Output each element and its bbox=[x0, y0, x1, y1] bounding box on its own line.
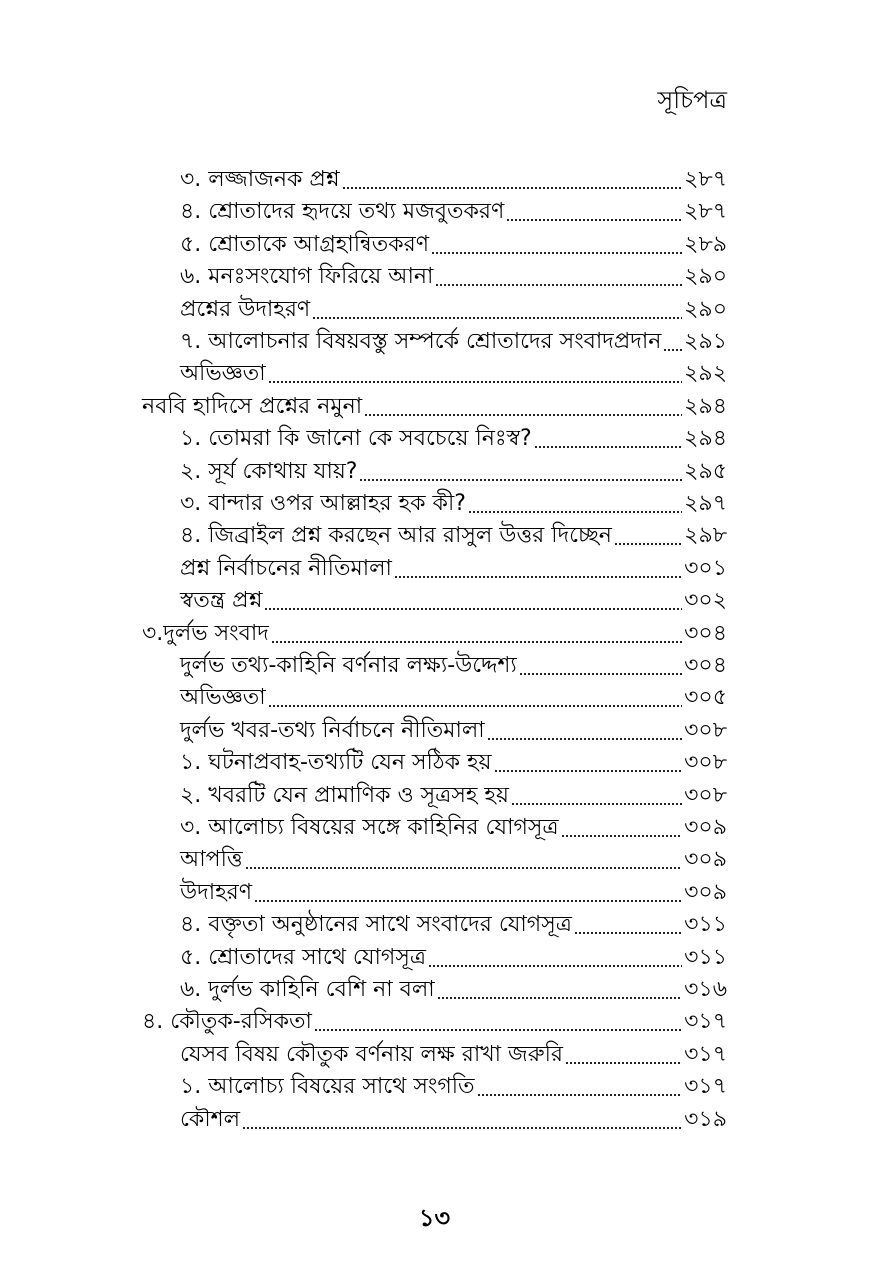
toc-dot-leader bbox=[394, 576, 682, 578]
toc-dot-leader bbox=[359, 479, 682, 481]
toc-entry bbox=[180, 325, 727, 357]
toc-entry-title: ৪. বক্তৃতা অনুষ্ঠানের সাথে সংবাদের যোগসূত্র bbox=[180, 912, 572, 937]
toc-entry-title: ১. তোমরা কি জানো কে সবচেয়ে নিঃস্ব? bbox=[180, 426, 532, 451]
toc-dot-leader bbox=[663, 349, 682, 351]
toc-entry-page: ৩০৮ bbox=[684, 750, 727, 775]
toc-entry-title: ৭. আলোচনার বিষয়বস্তু সম্পর্কে শ্রোতাদের সংবাদপ্রদান bbox=[180, 329, 662, 354]
toc-entry bbox=[180, 779, 727, 811]
toc-entry-title: ৩.দুর্লভ সংবাদ bbox=[142, 621, 269, 646]
toc-entry-title: প্রশ্নের উদাহরণ bbox=[180, 297, 311, 322]
toc-entry bbox=[180, 973, 727, 1005]
toc-dot-leader bbox=[477, 1094, 683, 1096]
toc-entry-title: দুর্লভ তথ্য-কাহিনি বর্ণনার লক্ষ্য-উদ্দেশ্য bbox=[180, 653, 517, 678]
toc-dot-leader bbox=[534, 446, 682, 448]
toc-entry bbox=[180, 746, 727, 778]
toc-dot-leader bbox=[254, 900, 682, 902]
toc-entry bbox=[180, 714, 727, 746]
toc-entry-page: ৩০৯ bbox=[684, 847, 727, 872]
toc-entry-page: ২৮৯ bbox=[684, 232, 727, 257]
toc-entry-title: অভিজ্ঞতা bbox=[180, 685, 266, 710]
toc-entry-page: ২৯৮ bbox=[684, 523, 727, 548]
toc-entry-title: ২. সূর্য কোথায় যায়? bbox=[180, 459, 358, 484]
toc-dot-leader bbox=[511, 803, 682, 805]
toc-entry bbox=[180, 519, 727, 551]
toc-dot-leader bbox=[245, 867, 682, 869]
toc-dot-leader bbox=[565, 1062, 682, 1064]
toc-entry-title: অভিজ্ঞতা bbox=[180, 361, 266, 386]
toc-entry-title: ৪. শ্রোতাদের হৃদয়ে তথ্য মজবুতকরণ bbox=[180, 199, 505, 224]
toc-dot-leader bbox=[364, 414, 682, 416]
toc-entry-title: দুর্লভ খবর-তথ্য নির্বাচনে নীতিমালা bbox=[180, 718, 485, 743]
toc-entry-title: ৩. বান্দার ওপর আল্লাহর হক কী? bbox=[180, 491, 466, 516]
toc-entry-page: ২৯৪ bbox=[684, 394, 727, 419]
toc-entry-page: ৩০৮ bbox=[684, 783, 727, 808]
toc-entry-page: ৩০৯ bbox=[684, 880, 727, 905]
toc-entry-page: ৩১৯ bbox=[684, 1107, 727, 1132]
toc-entry-page: ৩১৭ bbox=[684, 1042, 727, 1067]
toc-entry-page: ২৯১ bbox=[684, 329, 727, 354]
toc-entry bbox=[180, 1070, 727, 1102]
toc-entry bbox=[180, 876, 727, 908]
toc-entry-page: ৩০৫ bbox=[684, 685, 727, 710]
toc-dot-leader bbox=[561, 835, 683, 837]
toc-entry bbox=[180, 163, 727, 195]
toc-entry bbox=[180, 1103, 727, 1135]
toc-dot-leader bbox=[431, 252, 682, 254]
toc-entry-title: কৌশল bbox=[180, 1107, 241, 1132]
toc-entry bbox=[180, 811, 727, 843]
toc-dot-leader bbox=[428, 965, 682, 967]
toc-entry-title: আপত্তি bbox=[180, 847, 243, 872]
toc-entry-title: ৬. দুর্লভ কাহিনি বেশি না বলা bbox=[180, 977, 435, 1002]
toc-entry-page: ৩১৭ bbox=[684, 1074, 727, 1099]
toc-entry bbox=[180, 552, 727, 584]
toc-entry-page: ২৮৭ bbox=[684, 167, 727, 192]
toc-dot-leader bbox=[264, 608, 682, 610]
toc-entry-page: ২৮৭ bbox=[684, 199, 727, 224]
toc-entry-title: ৬. মনঃসংযোগ ফিরিয়ে আনা bbox=[180, 264, 434, 289]
toc-entry-page: ৩০৪ bbox=[684, 653, 727, 678]
toc-dot-leader bbox=[506, 219, 682, 221]
toc-entry-title: ১. ঘটনাপ্রবাহ-তথ্যটি যেন সঠিক হয় bbox=[180, 750, 492, 775]
toc-entry-title: ৫. শ্রোতাকে আগ্রহান্বিতকরণ bbox=[180, 232, 430, 257]
toc-entry-page: ৩০২ bbox=[684, 588, 727, 613]
toc-entry-title: নববি হাদিসে প্রশ্নের নমুনা bbox=[142, 394, 363, 419]
toc-dot-leader bbox=[342, 187, 682, 189]
toc-entry-page: ২৯৫ bbox=[684, 459, 727, 484]
toc-entry-title: ৩. আলোচ্য বিষয়ের সঙ্গে কাহিনির যোগসূত্র bbox=[180, 815, 559, 840]
toc-entry-page: ২৯৪ bbox=[684, 426, 727, 451]
toc-entry bbox=[180, 455, 727, 487]
toc-entry-page: ৩১৬ bbox=[684, 977, 727, 1002]
toc-dot-leader bbox=[268, 705, 682, 707]
toc-dot-leader bbox=[519, 673, 682, 675]
toc-entry-page: ৩০৮ bbox=[684, 718, 727, 743]
toc-dot-leader bbox=[468, 511, 682, 513]
running-head: সূচিপত্র bbox=[657, 86, 727, 114]
toc-dot-leader bbox=[268, 381, 682, 383]
toc-entry-page: ২৯০ bbox=[684, 264, 727, 289]
toc-dot-leader bbox=[437, 997, 682, 999]
toc-entry-title: ৪. জিব্রাইল প্রশ্ন করছেন আর রাসুল উত্তর দিচ্ছেন bbox=[180, 523, 612, 548]
toc-entry bbox=[180, 228, 727, 260]
toc-dot-leader bbox=[242, 1127, 682, 1129]
toc-entry-title: ২. খবরটি যেন প্রামাণিক ও সূত্রসহ হয় bbox=[180, 783, 509, 808]
toc-dot-leader bbox=[494, 770, 683, 772]
toc-entry-page: ২৯৭ bbox=[684, 491, 727, 516]
toc-dot-leader bbox=[614, 543, 682, 545]
toc-entry bbox=[180, 357, 727, 389]
toc-entry-title: ৫. শ্রোতাদের সাথে যোগসূত্র bbox=[180, 945, 427, 970]
toc-entry-title: ১. আলোচ্য বিষয়ের সাথে সংগতি bbox=[180, 1074, 475, 1099]
toc-entry bbox=[180, 941, 727, 973]
toc-entry bbox=[142, 617, 727, 649]
toc-entry-page: ৩০৯ bbox=[684, 815, 727, 840]
page-number: ১৩ bbox=[418, 1204, 451, 1232]
toc-dot-leader bbox=[487, 738, 682, 740]
toc-entry-title: উদাহরণ bbox=[180, 880, 253, 905]
toc-entry bbox=[180, 260, 727, 292]
toc-entry bbox=[142, 1005, 727, 1037]
toc-entry-title: ৪. কৌতুক-রসিকতা bbox=[142, 1009, 312, 1034]
toc-dot-leader bbox=[435, 284, 682, 286]
toc-entry bbox=[180, 908, 727, 940]
toc-entry-title: যেসব বিষয় কৌতুক বর্ণনায় লক্ষ রাখা জরুরি bbox=[180, 1042, 563, 1067]
toc-dot-leader bbox=[312, 317, 682, 319]
toc-dot-leader bbox=[271, 641, 682, 643]
toc-entry bbox=[142, 390, 727, 422]
toc-entry-title: ৩. লজ্জাজনক প্রশ্ন bbox=[180, 167, 340, 192]
toc-entry-title: স্বতন্ত্র প্রশ্ন bbox=[180, 588, 263, 613]
toc-entry bbox=[180, 195, 727, 227]
toc-entry-title: প্রশ্ন নির্বাচনের নীতিমালা bbox=[180, 556, 392, 581]
toc-dot-leader bbox=[574, 932, 682, 934]
toc-entry bbox=[180, 649, 727, 681]
toc-entry-page: ৩০৪ bbox=[684, 621, 727, 646]
toc-entry-page: ৩১১ bbox=[684, 912, 727, 937]
toc-entry-page: ৩১৭ bbox=[684, 1009, 727, 1034]
toc-entry bbox=[180, 584, 727, 616]
toc-entry bbox=[180, 1038, 727, 1070]
toc-entry bbox=[180, 422, 727, 454]
toc-entry-page: ২৯২ bbox=[684, 361, 727, 386]
toc-entry bbox=[180, 843, 727, 875]
toc-dot-leader bbox=[314, 1029, 682, 1031]
toc-entry-page: ২৯০ bbox=[684, 297, 727, 322]
toc-entry-page: ৩১১ bbox=[684, 945, 727, 970]
toc-entry bbox=[180, 681, 727, 713]
toc-entry-page: ৩০১ bbox=[684, 556, 727, 581]
toc-entry bbox=[180, 293, 727, 325]
toc-entry bbox=[180, 487, 727, 519]
